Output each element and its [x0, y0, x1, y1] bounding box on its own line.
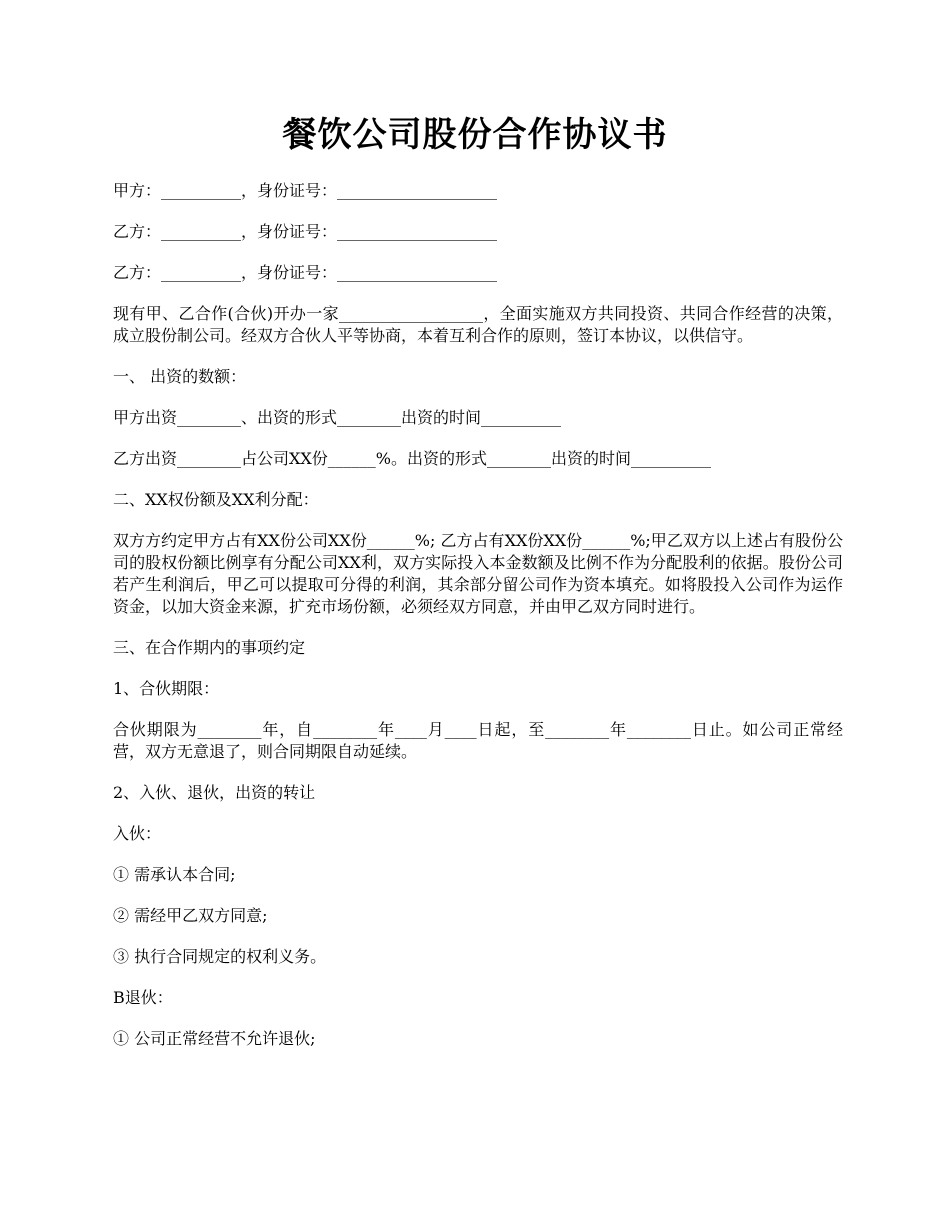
party-b-line: 乙方：__________，身份证号：____________________: [113, 222, 498, 241]
subsection-transfer: 2、入伙、退伙，出资的转让: [113, 783, 316, 802]
section-heading-terms: 三、在合作期内的事项约定: [113, 638, 306, 657]
withdraw-heading: B退伙：: [113, 988, 173, 1007]
document-title: 餐饮公司股份合作协议书: [282, 115, 668, 155]
party-a-capital-line: 甲方出资________、出资的形式________出资的时间__________: [113, 408, 562, 427]
subsection-term: 1、合伙期限：: [113, 679, 220, 698]
withdraw-item-1: ① 公司正常经营不允许退伙;: [113, 1029, 316, 1048]
join-item-1: ① 需承认本合同;: [113, 865, 236, 884]
party-b-line-2: 乙方：__________，身份证号：____________________: [113, 263, 498, 282]
section-heading-capital: 一、 出资的数额：: [113, 367, 247, 386]
term-paragraph: 合伙期限为________年，自________年____月____日起，至________年________日止。如公司正常经营，双方无意退了，则合同期限自动延续。: [113, 720, 843, 761]
join-item-3: ③ 执行合同规定的权利义务。: [113, 947, 327, 966]
party-b-capital-line: 乙方出资________占公司XX份______%。出资的形式________出资的时间__________: [113, 449, 711, 468]
shares-paragraph: 双方方约定甲方占有XX份公司XX份______%; 乙方占有XX份XX份______%;甲乙双方以上述占有股份公司的股权份额比例享有分配公司XX利，双方实际投入本金数额及比例不作为分配股利的依据。股份公司若产生利润后，甲乙可以提取可分得的利润，其余部分留公司作为资本填充。如将股投入公司作为运作资金，以加大资金来源，扩充市场份额，必须经双方同意，并由甲乙双方同时进行。: [113, 531, 843, 616]
preamble-paragraph: 现有甲、乙合作(合伙)开办一家__________________，全面实施双方共同投资、共同合作经营的决策，成立股份制公司。经双方合伙人平等协商，本着互利合作的原则，签订本协议，以供信守。: [113, 304, 843, 345]
party-a-line: 甲方：__________，身份证号：____________________: [113, 181, 498, 200]
join-heading: 入伙：: [113, 824, 162, 843]
section-heading-shares: 二、XX权份额及XX利分配：: [113, 490, 319, 509]
join-item-2: ② 需经甲乙双方同意;: [113, 906, 268, 925]
document-body: [113, 180, 843, 1069]
